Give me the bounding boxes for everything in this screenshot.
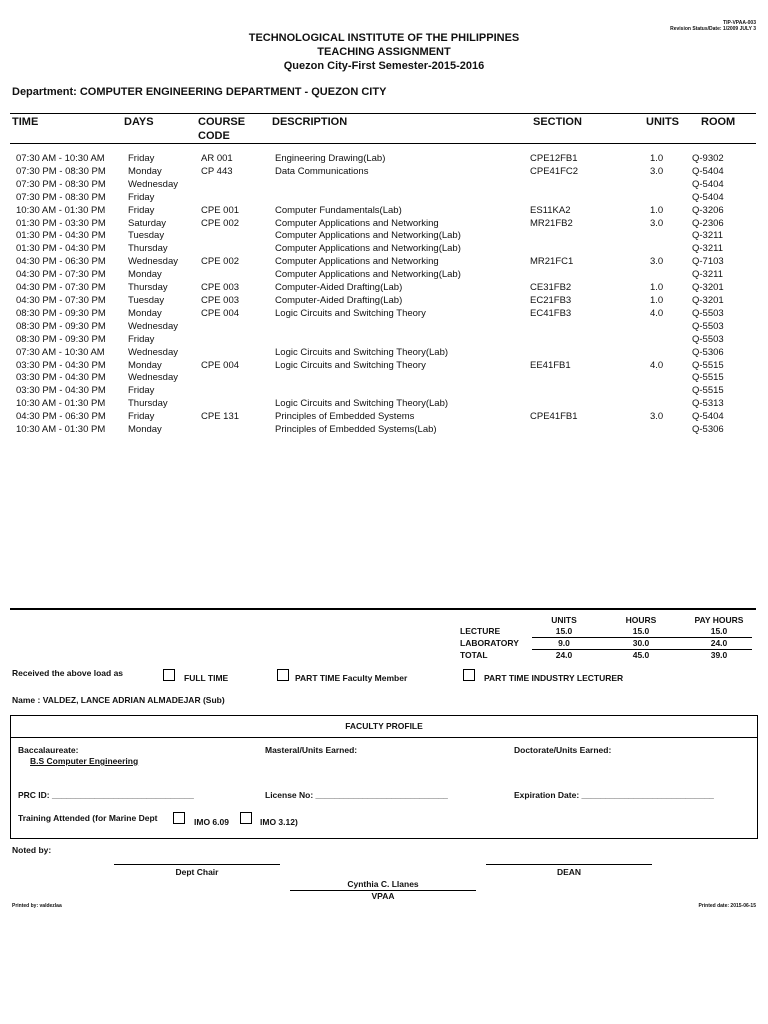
cell-units: 3.0 [650,165,664,177]
imo-312-label: IMO 3.12) [260,817,298,827]
cell-section: EC41FB3 [530,307,572,319]
cell-time: 07:30 PM - 08:30 PM [16,165,106,177]
cell-section [530,243,650,256]
cell-units: 1.0 [650,294,664,306]
cell-section [530,269,650,282]
cell-section [530,179,650,192]
cell-room: Q-5306 [692,424,724,436]
cell-time: 10:30 AM - 01:30 PM [16,204,106,216]
cell-units [650,243,692,256]
cell-description [275,321,530,334]
cell-units: 1.0 [650,282,664,294]
doctorate-label: Doctorate/Units Earned: [514,745,612,755]
schedule-row [16,411,752,424]
cell-room: Q-5404 [692,178,724,190]
cell-description: Computer Applications and Networking(Lab) [275,269,461,281]
cell-room: Q-3206 [692,204,724,216]
cell-room: Q-3211 [692,230,723,242]
cell-section: CPE12FB1 [530,153,578,164]
part-time-industry-label: PART TIME INDUSTRY LECTURER [484,673,624,683]
cell-course-code [201,243,275,256]
cell-description: Logic Circuits and Switching Theory [275,359,426,371]
schedule-row [16,334,752,347]
received-load-label: Received the above load as [12,668,124,678]
cell-description: Engineering Drawing(Lab) [275,153,386,164]
cell-day: Saturday [128,217,167,229]
cell-room: Q-5503 [692,320,724,332]
schedule-row [16,295,752,308]
col-time: TIME [12,116,39,128]
dept-chair-signature-line [114,864,280,865]
cell-room: Q-3201 [692,282,724,294]
cell-time: 08:30 PM - 09:30 PM [16,333,106,345]
cell-description: Logic Circuits and Switching Theory(Lab) [275,398,449,410]
summary-header-units: UNITS [551,615,577,625]
col-section: SECTION [533,116,582,128]
cell-description: Principles of Embedded Systems(Lab) [275,424,437,436]
cell-time: 07:30 PM - 08:30 PM [16,191,106,203]
cell-day: Wednesday [128,256,178,268]
cell-day: Thursday [128,243,168,255]
cell-section: EE41FB1 [530,359,571,371]
cell-room: Q-7103 [692,256,724,268]
schedule-row [16,372,752,385]
cell-course-code [201,424,275,437]
cell-description: Computer-Aided Drafting(Lab) [275,282,403,294]
cell-room: Q-5503 [692,307,724,319]
cell-day: Thursday [128,398,168,410]
cell-description: Computer Applications and Networking(Lab) [275,230,461,242]
cell-room: Q-5404 [692,411,724,423]
cell-units: 4.0 [650,359,664,371]
header-rule-top [10,113,756,114]
cell-room: Q-5404 [692,165,724,177]
schedule-row [16,269,752,282]
cell-day: Monday [128,307,162,319]
cell-day: Tuesday [128,230,165,242]
schedule-row [16,398,752,411]
dept-chair-label: Dept Chair [175,867,219,877]
cell-units: 1.0 [650,204,664,216]
col-room: ROOM [701,116,736,128]
cell-time: 04:30 PM - 06:30 PM [16,411,106,423]
schedule-row [16,282,752,295]
cell-section [530,321,650,334]
cell-description: Data Communications [275,165,369,177]
cell-course-code: CPE 001 [201,204,240,216]
cell-section: EC21FB3 [530,294,572,306]
cell-description [275,372,530,385]
cell-course-code: AR 001 [201,153,233,164]
cell-section: MR21FC1 [530,256,574,268]
cell-time: 03:30 PM - 04:30 PM [16,359,106,371]
cell-section [530,347,650,360]
imo-609-label: IMO 6.09 [194,817,229,827]
cell-course-code [201,398,275,411]
campus-term: Quezon City-First Semester-2015-2016 [283,60,485,72]
summary-label: LECTURE [460,626,501,637]
cell-time: 03:30 PM - 04:30 PM [16,385,106,397]
col-course: COURSE [198,116,246,128]
cell-time: 03:30 PM - 04:30 PM [16,372,106,384]
cell-day: Wednesday [128,178,178,190]
cell-course-code [201,192,275,205]
cell-time: 08:30 PM - 09:30 PM [16,320,106,332]
cell-description: Computer-Aided Drafting(Lab) [275,294,403,306]
part-time-checkbox[interactable] [277,669,289,681]
cell-time: 04:30 PM - 06:30 PM [16,256,106,268]
cell-description: Logic Circuits and Switching Theory [275,307,426,319]
col-days: DAYS [124,116,154,128]
document-title: TEACHING ASSIGNMENT [317,46,451,58]
cell-section: CPE41FB1 [530,411,578,423]
printed-by: Printed by: valdezlaa [12,903,62,909]
cell-time: 01:30 PM - 04:30 PM [16,243,106,255]
cell-section: CE31FB2 [530,282,572,294]
cell-description [275,385,530,398]
cell-room: Q-2306 [692,217,724,229]
cell-time: 10:30 AM - 01:30 PM [16,398,106,410]
cell-units [650,398,692,411]
cell-day: Monday [128,424,162,436]
summary-value: 15.0 [686,626,752,638]
col-code: CODE [198,130,230,142]
summary-value: 24.0 [686,638,752,650]
schedule-row [16,230,752,243]
cell-description: Computer Fundamentals(Lab) [275,204,402,216]
cell-time: 07:30 AM - 10:30 AM [16,346,105,358]
cell-room: Q-3211 [692,243,723,255]
cell-section [530,192,650,205]
vpaa-name: Cynthia C. Llanes [347,879,419,889]
cell-section: CPE41FC2 [530,165,579,177]
cell-units [650,192,692,205]
cell-day: Friday [128,333,155,345]
cell-units [650,385,692,398]
cell-day: Monday [128,359,162,371]
noted-by-label: Noted by: [12,845,52,855]
form-code: TIP-VPAA-003 [723,20,756,26]
cell-room: Q-5515 [692,359,724,371]
schedule-end-rule [10,608,756,610]
cell-time: 07:30 AM - 10:30 AM [16,153,105,164]
imo-609-checkbox[interactable] [173,812,185,824]
cell-course-code: CPE 002 [201,256,240,268]
training-label: Training Attended (for Marine Dept [18,813,158,823]
cell-units [650,179,692,192]
col-units: UNITS [646,116,679,128]
schedule-row [16,153,752,166]
cell-course-code [201,385,275,398]
schedule-row [16,218,752,231]
cell-section: MR21FB2 [530,217,573,229]
cell-time: 08:30 PM - 09:30 PM [16,307,106,319]
schedule-row [16,424,752,437]
institution-name: TECHNOLOGICAL INSTITUTE OF THE PHILIPPINES [248,32,520,44]
summary-header-hours: HOURS [625,615,657,625]
department-line: Department: COMPUTER ENGINEERING DEPARTMENT - QUEZON CITY [12,86,387,98]
revision-status: Revision Status/Date: 1/2009 JULY 3 [670,26,756,32]
summary-value: 15.0 [596,626,686,638]
cell-units [650,230,692,243]
cell-units: 3.0 [650,411,664,423]
cell-course-code: CP 443 [201,165,233,177]
cell-time: 04:30 PM - 07:30 PM [16,294,106,306]
cell-units [650,269,692,282]
cell-section [530,334,650,347]
cell-course-code: CPE 004 [201,307,240,319]
cell-units: 1.0 [650,153,664,164]
schedule-row [16,347,752,360]
cell-course-code: CPE 003 [201,294,240,306]
cell-description: Computer Applications and Networking [275,217,439,229]
cell-day: Wednesday [128,346,178,358]
cell-units: 4.0 [650,307,664,319]
expiration-date-field: Expiration Date: ____________________________ [514,790,714,800]
summary-value: 9.0 [532,638,596,650]
cell-day: Monday [128,165,162,177]
cell-course-code [201,347,275,360]
cell-day: Wednesday [128,320,178,332]
schedule-row [16,179,752,192]
cell-description [275,192,530,205]
summary-value: 30.0 [596,638,686,650]
cell-day: Friday [128,191,155,203]
cell-time: 01:30 PM - 03:30 PM [16,217,106,229]
cell-section: ES11KA2 [530,204,571,216]
cell-room: Q-9302 [692,153,724,164]
cell-day: Friday [128,411,155,423]
schedule-row [16,321,752,334]
cell-description [275,179,530,192]
summary-value: 24.0 [555,650,573,660]
dean-label: DEAN [556,867,582,877]
part-time-label: PART TIME Faculty Member [295,673,408,683]
faculty-profile-title: FACULTY PROFILE [10,715,758,738]
summary-label: LABORATORY [460,638,519,648]
cell-section [530,385,650,398]
cell-units [650,321,692,334]
cell-course-code: CPE 003 [201,282,240,294]
cell-section [530,372,650,385]
cell-day: Friday [128,204,155,216]
summary-header-pay-hours: PAY HOURS [694,615,744,625]
cell-day: Friday [128,385,155,397]
cell-description: Computer Applications and Networking [275,256,439,268]
cell-day: Wednesday [128,372,178,384]
cell-time: 07:30 PM - 08:30 PM [16,178,106,190]
cell-section [530,230,650,243]
schedule-row [16,360,752,373]
header-rule-bottom [10,143,756,144]
cell-day: Friday [128,153,155,164]
cell-time: 04:30 PM - 07:30 PM [16,282,106,294]
col-description: DESCRIPTION [272,116,348,128]
cell-room: Q-5515 [692,385,724,397]
cell-units [650,347,692,360]
load-summary-table [458,615,752,661]
vpaa-label: VPAA [371,891,395,901]
cell-section [530,398,650,411]
cell-day: Tuesday [128,294,165,306]
cell-room: Q-3201 [692,294,724,306]
cell-course-code: CPE 004 [201,359,240,371]
schedule-table [16,153,752,437]
printed-date: Printed date: 2015-06-15 [698,903,756,909]
faculty-name: Name : VALDEZ, LANCE ADRIAN ALMADEJAR (Sub) [12,695,225,705]
license-no-field: License No: ____________________________ [265,790,448,800]
cell-section [530,424,650,437]
schedule-row [16,192,752,205]
cell-room: Q-5404 [692,191,724,203]
cell-room: Q-5515 [692,372,724,384]
cell-time: 10:30 AM - 01:30 PM [16,424,106,436]
cell-day: Monday [128,269,162,281]
cell-units: 3.0 [650,217,664,229]
cell-course-code: CPE 002 [201,217,240,229]
cell-course-code [201,230,275,243]
schedule-row [16,308,752,321]
cell-course-code: CPE 131 [201,411,240,423]
masteral-label: Masteral/Units Earned: [265,745,358,755]
cell-room: Q-5306 [692,346,724,358]
cell-description [275,334,530,347]
summary-value: 45.0 [632,650,650,660]
cell-units [650,424,692,437]
summary-value: 15.0 [532,626,596,638]
full-time-label: FULL TIME [184,673,229,683]
cell-units [650,372,692,385]
summary-label: TOTAL [460,649,488,660]
cell-room: Q-3211 [692,269,723,281]
part-time-industry-checkbox[interactable] [463,669,475,681]
cell-course-code [201,179,275,192]
cell-course-code [201,269,275,282]
dean-signature-line [486,864,652,865]
cell-day: Thursday [128,282,168,294]
imo-312-checkbox[interactable] [240,812,252,824]
cell-description: Logic Circuits and Switching Theory(Lab) [275,346,449,358]
prc-id-field: PRC ID: ______________________________ [18,790,194,800]
cell-course-code [201,334,275,347]
cell-units: 3.0 [650,256,664,268]
schedule-row [16,205,752,218]
cell-room: Q-5503 [692,333,724,345]
cell-time: 01:30 PM - 04:30 PM [16,230,106,242]
schedule-row [16,385,752,398]
cell-room: Q-5313 [692,398,724,410]
summary-value: 39.0 [710,650,728,660]
cell-time: 04:30 PM - 07:30 PM [16,269,106,281]
schedule-row [16,243,752,256]
schedule-row [16,256,752,269]
cell-course-code [201,372,275,385]
cell-course-code [201,321,275,334]
baccalaureate-value: B.S Computer Engineering [30,756,139,766]
cell-units [650,334,692,347]
full-time-checkbox[interactable] [163,669,175,681]
cell-description: Computer Applications and Networking(Lab) [275,243,461,255]
baccalaureate-label: Baccalaureate: [18,745,79,755]
cell-description: Principles of Embedded Systems [275,411,415,423]
schedule-row [16,166,752,179]
